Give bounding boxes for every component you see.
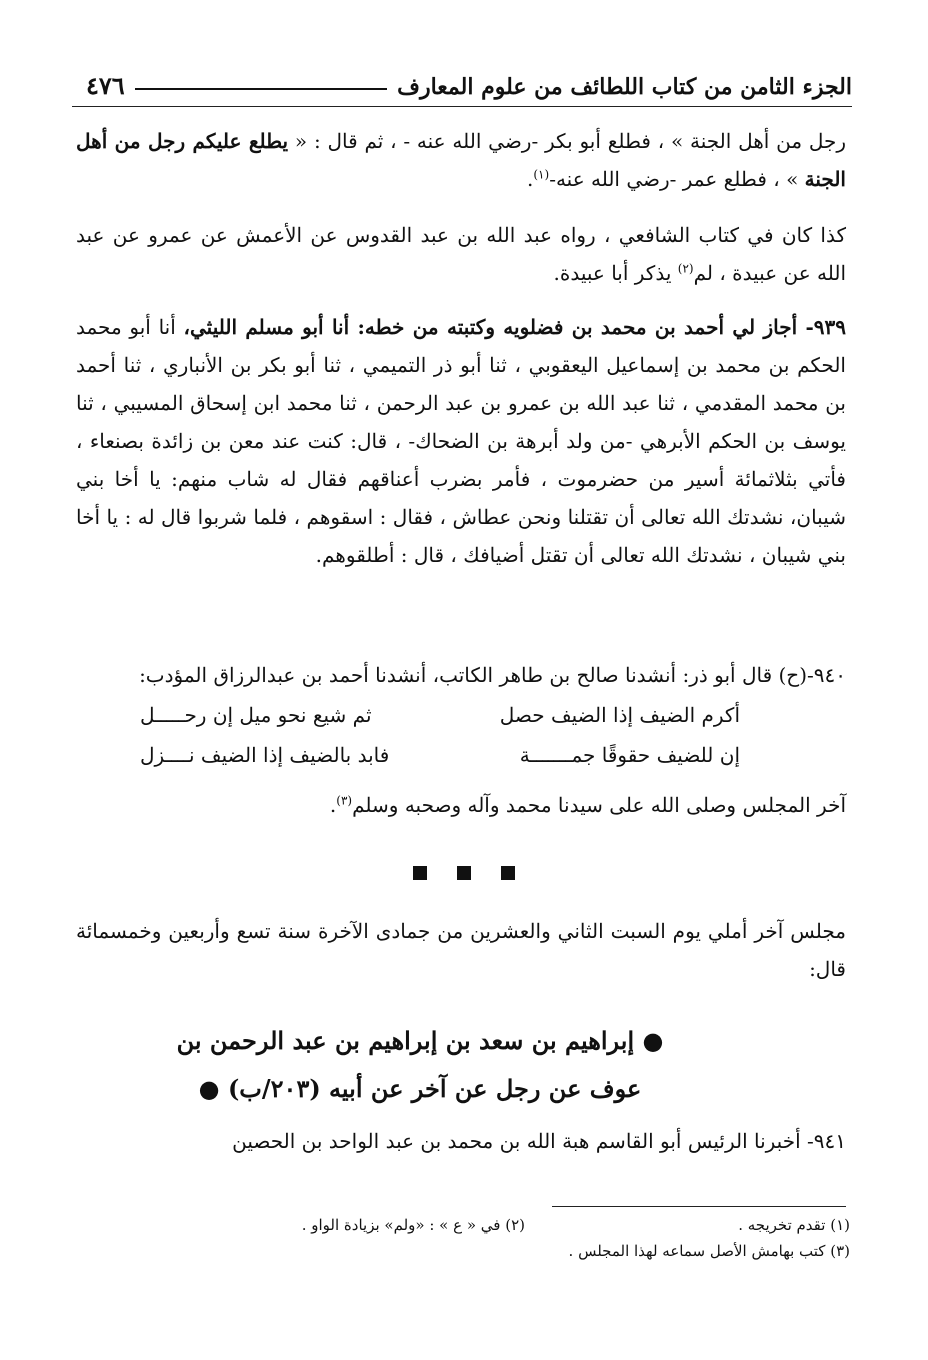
session-end-text: آخر المجلس وصلى الله على سيدنا محمد وآله وصحبه وسلم: [352, 793, 846, 817]
verse-2-hemistich-a: إن للضيف حقوقًا جمـــــــة: [519, 743, 740, 767]
verse-2-hemistich-b: فابد بالضيف إذا الضيف نــــزل: [140, 743, 390, 767]
paragraph-939-body: أنا أبو محمد الحكم بن محمد بن إسماعيل اليعقوبي ، ثنا أبو ذر التميمي ، ثنا أبو بكر بن الأنباري ، ثنا أحمد بن محمد المقدمي ، ثنا عبد الله بن عمرو بن عبد الرحمن ، ثنا محمد ابن إسحاق المسيبي ، ثنا يوسف بن الحكم الأبرهي -من ولد أبرهة بن الضحاك- ، قال: كنت عند معن بن زائدة بصنعاء ، فأتي بثلاثمائة أسير من حضرموت ، فأمر بضرب أعناقهم فقال له شاب منهم: يا أخا بني شيبان، نشدتك الله تعالى أن تقتلنا ونحن عطاش ، فقال : اسقوهم ، فلما شربوا قال له : يا أخا بني شيبان ، نشدتك الله تعالى أن تقتل أضيافك ، قال : أطلقوهم.: [76, 315, 846, 567]
new-session-text: مجلس آخر أملي يوم السبت الثاني والعشرين من جمادى الآخرة سنة تسع وأربعين وخمسمائة قال:: [76, 919, 846, 981]
chapter-heading-line-2: عوف عن رجل عن آخر عن أبيه (٢٠٣/ب) ●: [198, 1074, 642, 1103]
paragraph-941: [76, 1122, 846, 1160]
footnote-3: (٣) كتب بهامش الأصل سماعه لهذا المجلس .: [568, 1242, 850, 1260]
footnotes: [200, 1212, 850, 1264]
footnote-1: (١) تقدم تخريجه .: [738, 1216, 850, 1234]
paragraph-939-opening: ٩٣٩- أجاز لي أحمد بن محمد بن فضلويه وكتبته من خطه: أنا أبو مسلم الليثي،: [183, 315, 846, 339]
footnote-ref-2: (٢): [677, 261, 694, 276]
session-end-dot: .: [329, 793, 337, 817]
paragraph-2: [76, 216, 846, 292]
header-underline: [72, 106, 852, 107]
page-header: [72, 60, 852, 100]
new-session-paragraph: [76, 912, 846, 988]
header-dash-rule: [135, 88, 388, 90]
paragraph-940: [76, 656, 846, 694]
paragraph-1: [76, 122, 846, 198]
footnote-ref-1: (١): [533, 167, 550, 182]
session-end-paragraph: [76, 786, 846, 824]
paragraph-941-text: ٩٤١- أخبرنا الرئيس أبو القاسم هبة الله بن محمد بن عبد الواحد بن الحصين: [232, 1129, 846, 1153]
page-number: ٤٧٦: [86, 71, 125, 100]
running-title: الجزء الثامن من كتاب اللطائف من علوم المعارف: [397, 74, 852, 100]
paragraph-1-part-c: » ، فطلع عمر -رضي الله عنه-: [549, 167, 799, 191]
footnote-2: (٢) في « ع » : «ولم» بزيادة الواو .: [301, 1216, 525, 1234]
paragraph-1-part-a: رجل من أهل الجنة » ، فطلع أبو بكر -رضي الله عنه - ، ثم قال : «: [294, 129, 847, 153]
footnote-ref-3: (٣): [336, 793, 353, 808]
paragraph-2-part-a: كذا كان في كتاب الشافعي ، رواه عبد الله بن عبد القدوس عن الأعمش عن عمرو عن عبد الله عن عبيدة ، لم: [76, 223, 846, 285]
paragraph-939: [76, 308, 846, 574]
verse-1-hemistich-a: أكرم الضيف إذا الضيف حصل: [499, 703, 740, 727]
paragraph-2-part-b: يذكر أبا عبيدة.: [553, 261, 672, 285]
paragraph-1-bold-quote: يطلع عليكم رجل من أهل الجنة: [76, 129, 846, 191]
divider-square-icon: [501, 866, 515, 880]
verse-line-1: [140, 696, 740, 734]
footnote-rule: [552, 1206, 846, 1207]
paragraph-940-text: ٩٤٠-(ح) قال أبو ذر: أنشدنا صالح بن طاهر الكاتب، أنشدنا أحمد بن عبدالرزاق المؤدب:: [139, 663, 846, 687]
chapter-heading-line-1: ● إبراهيم بن سعد بن إبراهيم بن عبد الرحمن بن: [176, 1026, 664, 1055]
verse-1-hemistich-b: ثم شيع نحو ميل إن رحـــــل: [140, 703, 372, 727]
section-divider: [0, 866, 928, 880]
verse-line-2: [140, 736, 740, 774]
divider-square-icon: [457, 866, 471, 880]
paragraph-1-end: .: [527, 167, 534, 191]
divider-square-icon: [413, 866, 427, 880]
